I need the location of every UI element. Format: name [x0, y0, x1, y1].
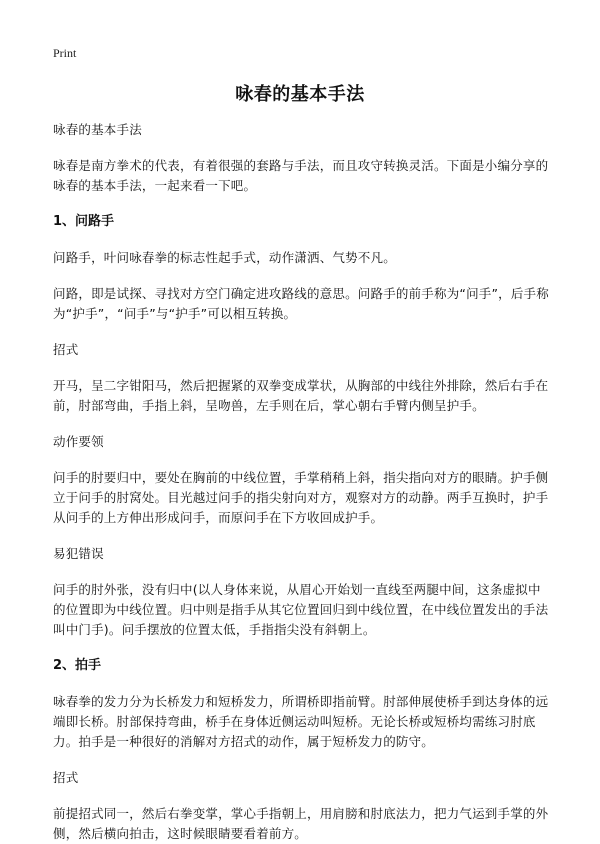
- section1-essentials-text: 问手的肘要归中，要处在胸前的中线位置，手掌稍稍上斜，指尖指向对方的眼睛。护手侧立于问手的肘窝处。目光越过问手的指尖射向对方，观察对方的动静。两手互换时，护手从问手的上方伸出形成问手，而原问手在下方收回成护手。: [53, 470, 549, 525]
- subtitle: 咏春的基本手法: [53, 122, 142, 137]
- section1-moves-label: 招式: [53, 342, 79, 357]
- section1-essentials-label: 动作要领: [53, 434, 104, 449]
- section1-mistakes-text: 问手的肘外张，没有归中(以人身体来说，从眉心开始划一直线至两腿中间，这条虚拟中的位置即为中线位置。归中则是指手从其它位置回归到中线位置，在中线位置发出的手法叫中门手)。问手摆放的位置太低，手指指尖没有斜朝上。: [53, 582, 549, 637]
- section1-paragraph-2: 问路，即是试探、寻找对方空门确定进攻路线的意思。问路手的前手称为“问手”，后手称为“护手”，“问手”与“护手”可以相互转换。: [53, 286, 549, 321]
- document-body: [53, 120, 553, 844]
- section2-moves-text: 前提招式同一，然后右拳变掌，掌心手指朝上，用肩膀和肘底法力，把力气运到手掌的外侧，然后横向拍击，这时候眼睛要看着前方。: [53, 806, 549, 841]
- section-heading-2: 2、拍手: [53, 658, 102, 673]
- section2-moves-label: 招式: [53, 770, 79, 785]
- intro-paragraph: 咏春是南方拳术的代表，有着很强的套路与手法，而且攻守转换灵活。下面是小编分享的咏春的基本手法，一起来看一下吧。: [53, 158, 549, 193]
- section1-mistakes-label: 易犯错误: [53, 546, 104, 561]
- section1-paragraph-1: 问路手，叶问咏春拳的标志性起手式，动作潇洒、气势不凡。: [53, 250, 396, 265]
- section-heading-1: 1、问路手: [53, 214, 115, 229]
- section2-paragraph-1: 咏春拳的发力分为长桥发力和短桥发力，所谓桥即指前臂。肘部伸展使桥手到达身体的远端即长桥。肘部保持弯曲，桥手在身体近侧运动叫短桥。无论长桥或短桥均需练习肘底力。拍手是一种很好的消解对方招式的动作，属于短桥发力的防守。: [53, 694, 549, 749]
- print-label: Print: [53, 46, 77, 60]
- document-title: 咏春的基本手法: [235, 84, 365, 105]
- section1-moves-text: 开马，呈二字钳阳马，然后把握紧的双拳变成掌状，从胸部的中线往外排除，然后右手在前，肘部弯曲，手指上斜，呈吻兽，左手则在后，掌心朝右手臂内侧呈护手。: [53, 378, 549, 413]
